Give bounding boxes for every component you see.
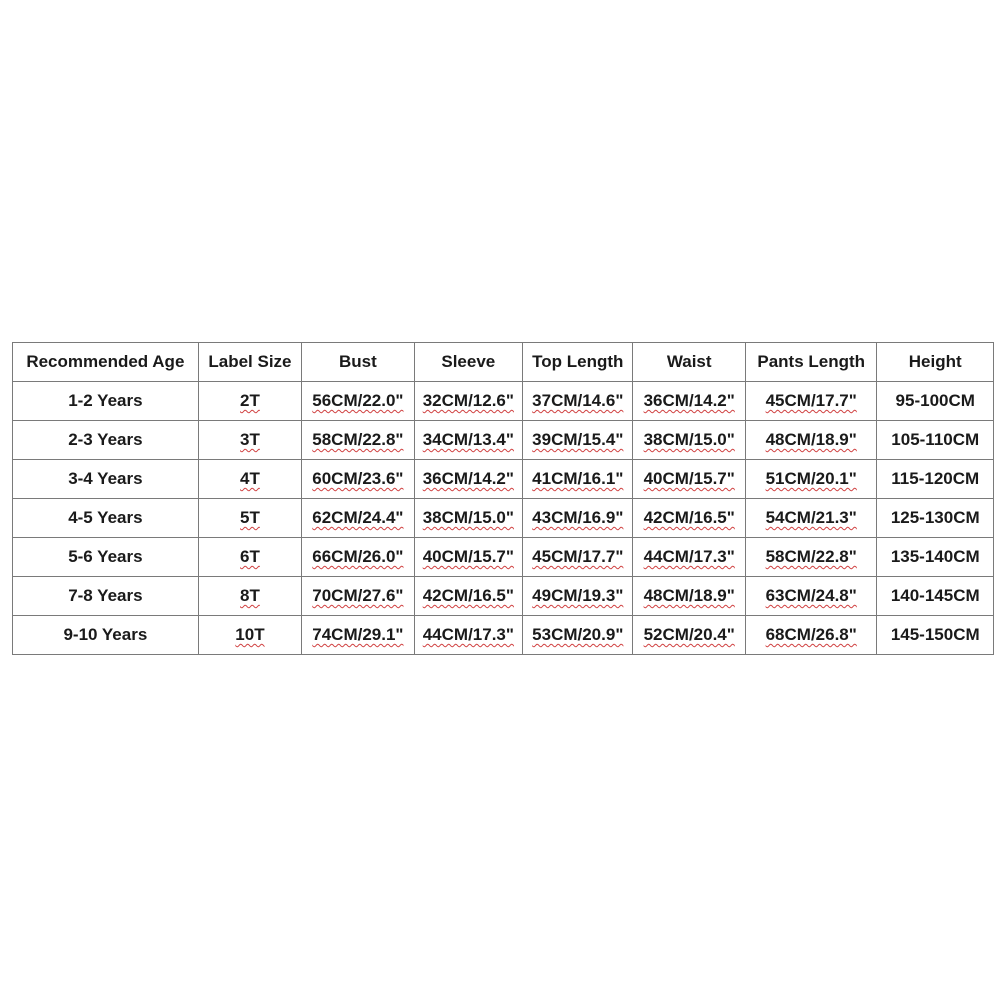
table-row xyxy=(13,616,994,655)
sleeve-value: 42CM/16.5" xyxy=(422,586,514,605)
top-length-cell xyxy=(523,538,633,577)
pants-length-cell xyxy=(745,538,877,577)
pants-length-value: 68CM/26.8" xyxy=(765,625,857,644)
sleeve-value: 34CM/13.4" xyxy=(422,430,514,449)
pants-length-value: 45CM/17.7" xyxy=(765,391,857,410)
header-sleeve: Sleeve xyxy=(414,343,522,382)
header-row xyxy=(13,343,994,382)
label-size-value: 10T xyxy=(235,625,265,644)
age-cell: 1-2 Years xyxy=(13,382,199,421)
waist-value: 42CM/16.5" xyxy=(643,508,735,527)
waist-value: 36CM/14.2" xyxy=(643,391,735,410)
waist-value: 52CM/20.4" xyxy=(643,625,735,644)
label-size-cell xyxy=(198,538,301,577)
label-size-value: 4T xyxy=(240,469,260,488)
waist-value: 48CM/18.9" xyxy=(643,586,735,605)
top-length-value: 49CM/19.3" xyxy=(532,586,624,605)
pants-length-value: 58CM/22.8" xyxy=(765,547,857,566)
waist-cell xyxy=(633,499,745,538)
top-length-cell xyxy=(523,616,633,655)
pants-length-cell xyxy=(745,499,877,538)
label-size-value: 6T xyxy=(240,547,260,566)
label-size-value: 5T xyxy=(240,508,260,527)
bust-cell xyxy=(302,538,414,577)
header-pants-length: Pants Length xyxy=(745,343,877,382)
bust-cell xyxy=(302,460,414,499)
label-size-value: 2T xyxy=(240,391,260,410)
sleeve-cell xyxy=(414,382,522,421)
waist-cell xyxy=(633,382,745,421)
bust-cell xyxy=(302,499,414,538)
header-bust: Bust xyxy=(302,343,414,382)
sleeve-cell xyxy=(414,616,522,655)
bust-value: 66CM/26.0" xyxy=(312,547,404,566)
top-length-value: 39CM/15.4" xyxy=(532,430,624,449)
size-chart-table xyxy=(12,342,994,655)
pants-length-cell xyxy=(745,382,877,421)
waist-cell xyxy=(633,421,745,460)
header-height: Height xyxy=(877,343,994,382)
bust-cell xyxy=(302,382,414,421)
label-size-cell xyxy=(198,499,301,538)
top-length-value: 41CM/16.1" xyxy=(532,469,624,488)
sleeve-cell xyxy=(414,460,522,499)
age-cell: 9-10 Years xyxy=(13,616,199,655)
age-cell: 4-5 Years xyxy=(13,499,199,538)
top-length-cell xyxy=(523,382,633,421)
sleeve-value: 36CM/14.2" xyxy=(422,469,514,488)
bust-value: 74CM/29.1" xyxy=(312,625,404,644)
header-top-length: Top Length xyxy=(523,343,633,382)
height-cell: 105-110CM xyxy=(877,421,994,460)
bust-value: 60CM/23.6" xyxy=(312,469,404,488)
bust-value: 58CM/22.8" xyxy=(312,430,404,449)
sleeve-value: 40CM/15.7" xyxy=(422,547,514,566)
waist-cell xyxy=(633,616,745,655)
height-cell: 140-145CM xyxy=(877,577,994,616)
top-length-value: 45CM/17.7" xyxy=(532,547,624,566)
bust-value: 70CM/27.6" xyxy=(312,586,404,605)
label-size-cell xyxy=(198,460,301,499)
waist-cell xyxy=(633,538,745,577)
waist-cell xyxy=(633,460,745,499)
age-cell: 7-8 Years xyxy=(13,577,199,616)
header-label-size: Label Size xyxy=(198,343,301,382)
age-cell: 3-4 Years xyxy=(13,460,199,499)
waist-value: 44CM/17.3" xyxy=(643,547,735,566)
age-cell: 2-3 Years xyxy=(13,421,199,460)
table-row xyxy=(13,460,994,499)
top-length-cell xyxy=(523,577,633,616)
pants-length-cell xyxy=(745,421,877,460)
sleeve-value: 38CM/15.0" xyxy=(422,508,514,527)
height-cell: 125-130CM xyxy=(877,499,994,538)
pants-length-cell xyxy=(745,577,877,616)
top-length-value: 37CM/14.6" xyxy=(532,391,624,410)
sleeve-value: 32CM/12.6" xyxy=(422,391,514,410)
height-cell: 145-150CM xyxy=(877,616,994,655)
top-length-value: 53CM/20.9" xyxy=(532,625,624,644)
sleeve-cell xyxy=(414,499,522,538)
height-cell: 135-140CM xyxy=(877,538,994,577)
height-cell: 95-100CM xyxy=(877,382,994,421)
top-length-cell xyxy=(523,460,633,499)
header-recommended-age: Recommended Age xyxy=(13,343,199,382)
label-size-cell xyxy=(198,382,301,421)
table-row xyxy=(13,499,994,538)
waist-value: 38CM/15.0" xyxy=(643,430,735,449)
bust-value: 56CM/22.0" xyxy=(312,391,404,410)
label-size-value: 3T xyxy=(240,430,260,449)
top-length-value: 43CM/16.9" xyxy=(532,508,624,527)
top-length-cell xyxy=(523,499,633,538)
pants-length-cell xyxy=(745,460,877,499)
bust-cell xyxy=(302,577,414,616)
table-row xyxy=(13,421,994,460)
sleeve-cell xyxy=(414,577,522,616)
label-size-value: 8T xyxy=(240,586,260,605)
age-cell: 5-6 Years xyxy=(13,538,199,577)
height-cell: 115-120CM xyxy=(877,460,994,499)
bust-cell xyxy=(302,616,414,655)
table-row xyxy=(13,577,994,616)
header-waist: Waist xyxy=(633,343,745,382)
top-length-cell xyxy=(523,421,633,460)
sleeve-cell xyxy=(414,538,522,577)
label-size-cell xyxy=(198,421,301,460)
table-row xyxy=(13,538,994,577)
bust-value: 62CM/24.4" xyxy=(312,508,404,527)
pants-length-value: 54CM/21.3" xyxy=(765,508,857,527)
pants-length-value: 48CM/18.9" xyxy=(765,430,857,449)
pants-length-value: 51CM/20.1" xyxy=(765,469,857,488)
label-size-cell xyxy=(198,577,301,616)
bust-cell xyxy=(302,421,414,460)
waist-cell xyxy=(633,577,745,616)
waist-value: 40CM/15.7" xyxy=(643,469,735,488)
label-size-cell xyxy=(198,616,301,655)
sleeve-value: 44CM/17.3" xyxy=(422,625,514,644)
pants-length-value: 63CM/24.8" xyxy=(765,586,857,605)
pants-length-cell xyxy=(745,616,877,655)
sleeve-cell xyxy=(414,421,522,460)
table-row xyxy=(13,382,994,421)
